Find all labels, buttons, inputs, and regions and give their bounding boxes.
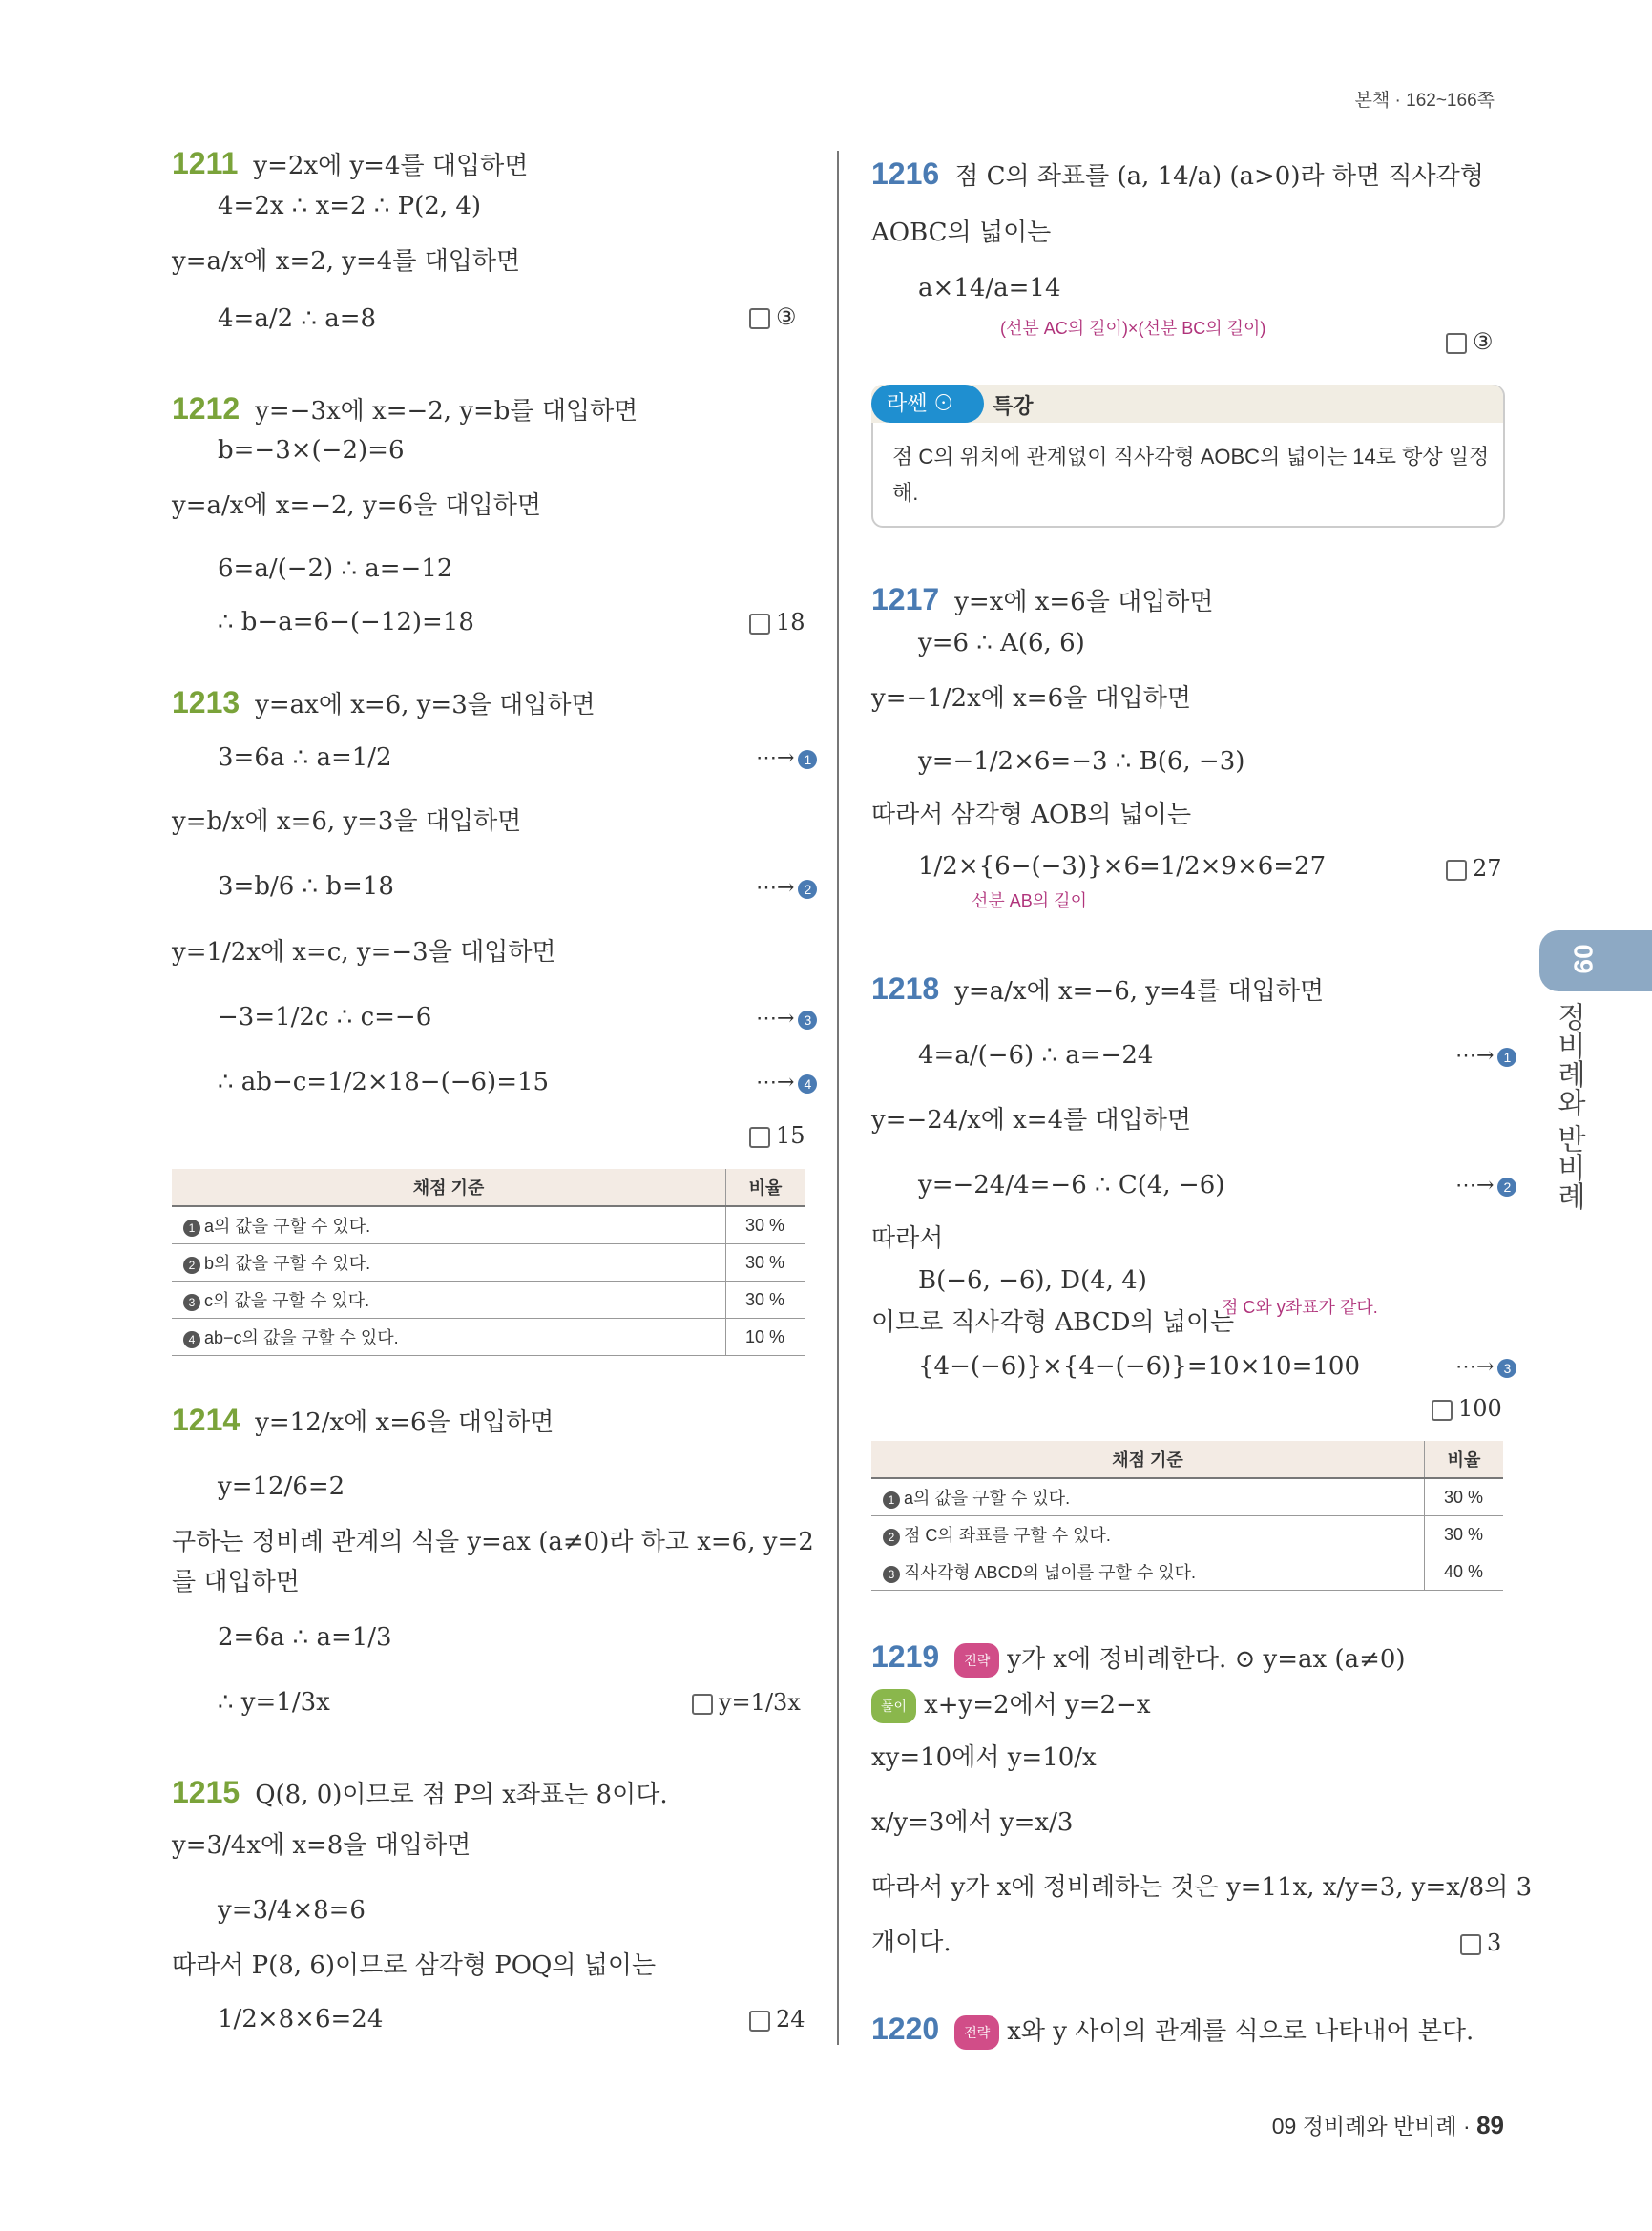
annotation-note: 선분 AB의 길이 (972, 891, 1087, 910)
answer-icon (1460, 1934, 1481, 1955)
solution-line: y=3/4x에 x=8을 대입하면 (172, 1831, 471, 1860)
rubric-row: 1 a의 값을 구할 수 있다. 30 % (172, 1206, 805, 1244)
solution-line: y=−1/2x에 x=6을 대입하면 (871, 684, 1191, 713)
solution-line: y=12/x에 x=6을 대입하면 (255, 1408, 554, 1437)
solution-line: −3=1/2c ∴ c=−6 (218, 1003, 432, 1032)
problem-1218-header (871, 973, 1324, 1007)
chapter-tab-title: 정비례와 반비례 (1553, 1002, 1584, 1211)
problem-number: 1216 (871, 156, 940, 191)
rubric-row: 4 ab−c의 값을 구할 수 있다. 10 % (172, 1319, 805, 1356)
solution-line: y=−24/x에 x=4를 대입하면 (871, 1106, 1191, 1135)
solution-line: y=1/2x에 x=c, y=−3을 대입하면 (172, 938, 556, 967)
solution-line: AOBC의 넓이는 (871, 219, 1052, 247)
solution-line: y=6 ∴ A(6, 6) (918, 629, 1085, 657)
step-marker: ⋯→ 4 (756, 1071, 817, 1095)
solution-line: {4−(−6)}×{4−(−6)}=10×10=100 (918, 1352, 1360, 1381)
solution-line: 점 C의 좌표를 (a, 14/a) (a>0)라 하면 직사각형 (954, 162, 1484, 191)
step-marker: ⋯→ 3 (1455, 1355, 1516, 1379)
grading-rubric-1218 (871, 1441, 1503, 1591)
solution-line: 1/2×8×6=24 (218, 2005, 384, 2033)
problem-number: 1219 (871, 1639, 940, 1674)
solution-line: xy=10에서 y=10/x (871, 1743, 1097, 1772)
solution-line: y=−3x에 x=−2, y=b를 대입하면 (255, 397, 638, 426)
solution-line: x/y=3에서 y=x/3 (871, 1808, 1074, 1837)
solution-line: y=x에 x=6을 대입하면 (954, 588, 1214, 616)
answer-icon (749, 308, 770, 329)
solution-line: y=−24/4=−6 ∴ C(4, −6) (918, 1171, 1225, 1199)
special-lecture-badge: 라쎈 ⊙ (871, 385, 984, 423)
answer-1212: 18 (749, 609, 805, 636)
solution-line: ∴ b−a=6−(−12)=18 (218, 608, 474, 636)
problem-1215-header (172, 1777, 668, 1810)
solution-line: 개이다. (871, 1929, 951, 1957)
rubric-row: 2 b의 값을 구할 수 있다. 30 % (172, 1244, 805, 1282)
rubric-row: 2 점 C의 좌표를 구할 수 있다. 30 % (871, 1516, 1503, 1553)
answer-1211: ③ (749, 303, 797, 330)
solution-line: y=a/x에 x=2, y=4를 대입하면 (172, 247, 521, 276)
answer-1217: 27 (1446, 855, 1502, 882)
solution-line: y=a/x에 x=−6, y=4를 대입하면 (954, 977, 1325, 1006)
grading-rubric-1213 (172, 1169, 805, 1356)
answer-1219: 3 (1460, 1929, 1501, 1956)
solution-line: 2=6a ∴ a=1/3 (218, 1623, 392, 1652)
rubric-row: 3 직사각형 ABCD의 넓이를 구할 수 있다. 40 % (871, 1553, 1503, 1591)
solution-line: 따라서 삼각형 AOB의 넓이는 (871, 801, 1192, 829)
solution-line: y=3/4×8=6 (218, 1896, 366, 1925)
solution-line: y=−1/2×6=−3 ∴ B(6, −3) (918, 747, 1245, 776)
rubric-header-criteria: 채점 기준 (172, 1169, 726, 1206)
problem-1217-header (871, 584, 1214, 617)
solution-line: 4=a/(−6) ∴ a=−24 (918, 1041, 1154, 1070)
answer-1216: ③ (1446, 328, 1494, 355)
chapter-tab (1539, 930, 1652, 991)
answer-icon (1446, 860, 1467, 881)
problem-number: 1220 (871, 2012, 940, 2046)
footer-chapter: 09 정비례와 반비례 (1271, 2114, 1457, 2138)
problem-1211-header (172, 148, 528, 181)
answer-icon (749, 2011, 770, 2032)
step-marker: ⋯→ 2 (1455, 1174, 1516, 1198)
step-marker: ⋯→ 2 (756, 876, 817, 900)
problem-1216-header (871, 158, 1484, 192)
problem-number: 1213 (172, 685, 240, 719)
solution-line: 따라서 P(8, 6)이므로 삼각형 POQ의 넓이는 (172, 1951, 657, 1980)
page-footer: 09 정비례와 반비례 · 89 (1271, 2111, 1504, 2139)
solution-line: 6=a/(−2) ∴ a=−12 (218, 554, 453, 583)
solution-line: y=a/x에 x=−2, y=6을 대입하면 (172, 491, 541, 520)
rubric-header-ratio: 비율 (1425, 1441, 1504, 1478)
strategy-text: y가 x에 정비례한다. ⊙ y=ax (a≠0) (1007, 1645, 1406, 1674)
answer-icon (749, 614, 770, 635)
solution-line: 3=b/6 ∴ b=18 (218, 872, 394, 901)
solution-line: a×14/a=14 (918, 274, 1061, 302)
annotation-note: 점 C와 y좌표가 같다. (1222, 1298, 1378, 1317)
solution-line: ∴ ab−c=1/2×18−(−6)=15 (218, 1068, 550, 1096)
rubric-row: 3 c의 값을 구할 수 있다. 30 % (172, 1282, 805, 1319)
solution-line: 구하는 정비례 관계의 식을 y=ax (a≠0)라 하고 x=6, y=2 (172, 1528, 814, 1556)
problem-number: 1212 (172, 391, 240, 426)
column-divider (837, 151, 839, 2045)
solution-line: 4=a/2 ∴ a=8 (218, 304, 377, 333)
answer-1214: y=1/3x (692, 1689, 801, 1716)
annotation-note: (선분 AC의 길이)×(선분 BC의 길이) (1000, 319, 1266, 338)
solution-line: 3=6a ∴ a=1/2 (218, 743, 392, 772)
special-lecture-title: 특강 (993, 394, 1034, 418)
special-lecture-text: 점 C의 위치에 관계없이 직사각형 AOBC의 넓이는 14로 항상 일정해. (892, 445, 1490, 505)
rubric-header-ratio: 비율 (726, 1169, 805, 1206)
rubric-header-criteria: 채점 기준 (871, 1441, 1425, 1478)
problem-1220-header (871, 2013, 1474, 2050)
solution-line: 따라서 (871, 1224, 944, 1253)
problem-number: 1215 (172, 1775, 240, 1809)
page-reference: 본책 · 162~166쪽 (1354, 91, 1495, 111)
rubric-row: 1 a의 값을 구할 수 있다. 30 % (871, 1478, 1503, 1516)
problem-number: 1214 (172, 1403, 240, 1437)
solution-tag: 풀이 (871, 1689, 916, 1723)
problem-number: 1217 (871, 582, 940, 616)
problem-1214-header (172, 1405, 554, 1438)
answer-1215: 24 (749, 2006, 805, 2033)
chapter-tab-number: 09 (1568, 944, 1599, 974)
solution-line: 이므로 직사각형 ABCD의 넓이는 (871, 1308, 1235, 1337)
solution-line: ∴ y=1/3x (218, 1688, 330, 1717)
answer-icon (1446, 333, 1467, 354)
step-marker: ⋯→ 1 (756, 746, 817, 770)
solution-line: y=ax에 x=6, y=3을 대입하면 (255, 691, 596, 719)
solution-line: y=b/x에 x=6, y=3을 대입하면 (172, 807, 522, 836)
page-number: 89 (1476, 2111, 1504, 2139)
problem-number: 1211 (172, 146, 239, 180)
answer-icon (1432, 1400, 1453, 1421)
solution-line: y=12/6=2 (218, 1472, 345, 1501)
problem-1212-header (172, 393, 638, 427)
step-marker: ⋯→ 1 (1455, 1044, 1516, 1068)
solution-line: y=2x에 y=4를 대입하면 (253, 152, 529, 180)
answer-1213: 15 (749, 1122, 805, 1149)
problem-1213-header (172, 687, 596, 720)
solution-line: 를 대입하면 (172, 1568, 300, 1596)
strategy-tag: 전략 (954, 1643, 999, 1678)
solution-line: 풀이 x+y=2에서 y=2−x (871, 1689, 1151, 1723)
solution-line: 1/2×{6−(−3)}×6=1/2×9×6=27 (918, 852, 1327, 881)
solution-line: 따라서 y가 x에 정비례하는 것은 y=11x, x/y=3, y=x/8의 3 (871, 1873, 1533, 1902)
answer-icon (749, 1127, 770, 1148)
solution-line: B(−6, −6), D(4, 4) (918, 1266, 1147, 1295)
problem-1219-header (871, 1641, 1406, 1678)
step-marker: ⋯→ 3 (756, 1007, 817, 1031)
solution-line: 4=2x ∴ x=2 ∴ P(2, 4) (218, 192, 482, 220)
solution-line: Q(8, 0)이므로 점 P의 x좌표는 8이다. (255, 1781, 668, 1809)
strategy-tag: 전략 (954, 2015, 999, 2050)
strategy-text: x와 y 사이의 관계를 식으로 나타내어 본다. (1007, 2017, 1474, 2046)
answer-1218: 100 (1432, 1395, 1502, 1422)
answer-icon (692, 1694, 713, 1715)
problem-number: 1218 (871, 971, 940, 1006)
solution-line: b=−3×(−2)=6 (218, 436, 405, 465)
